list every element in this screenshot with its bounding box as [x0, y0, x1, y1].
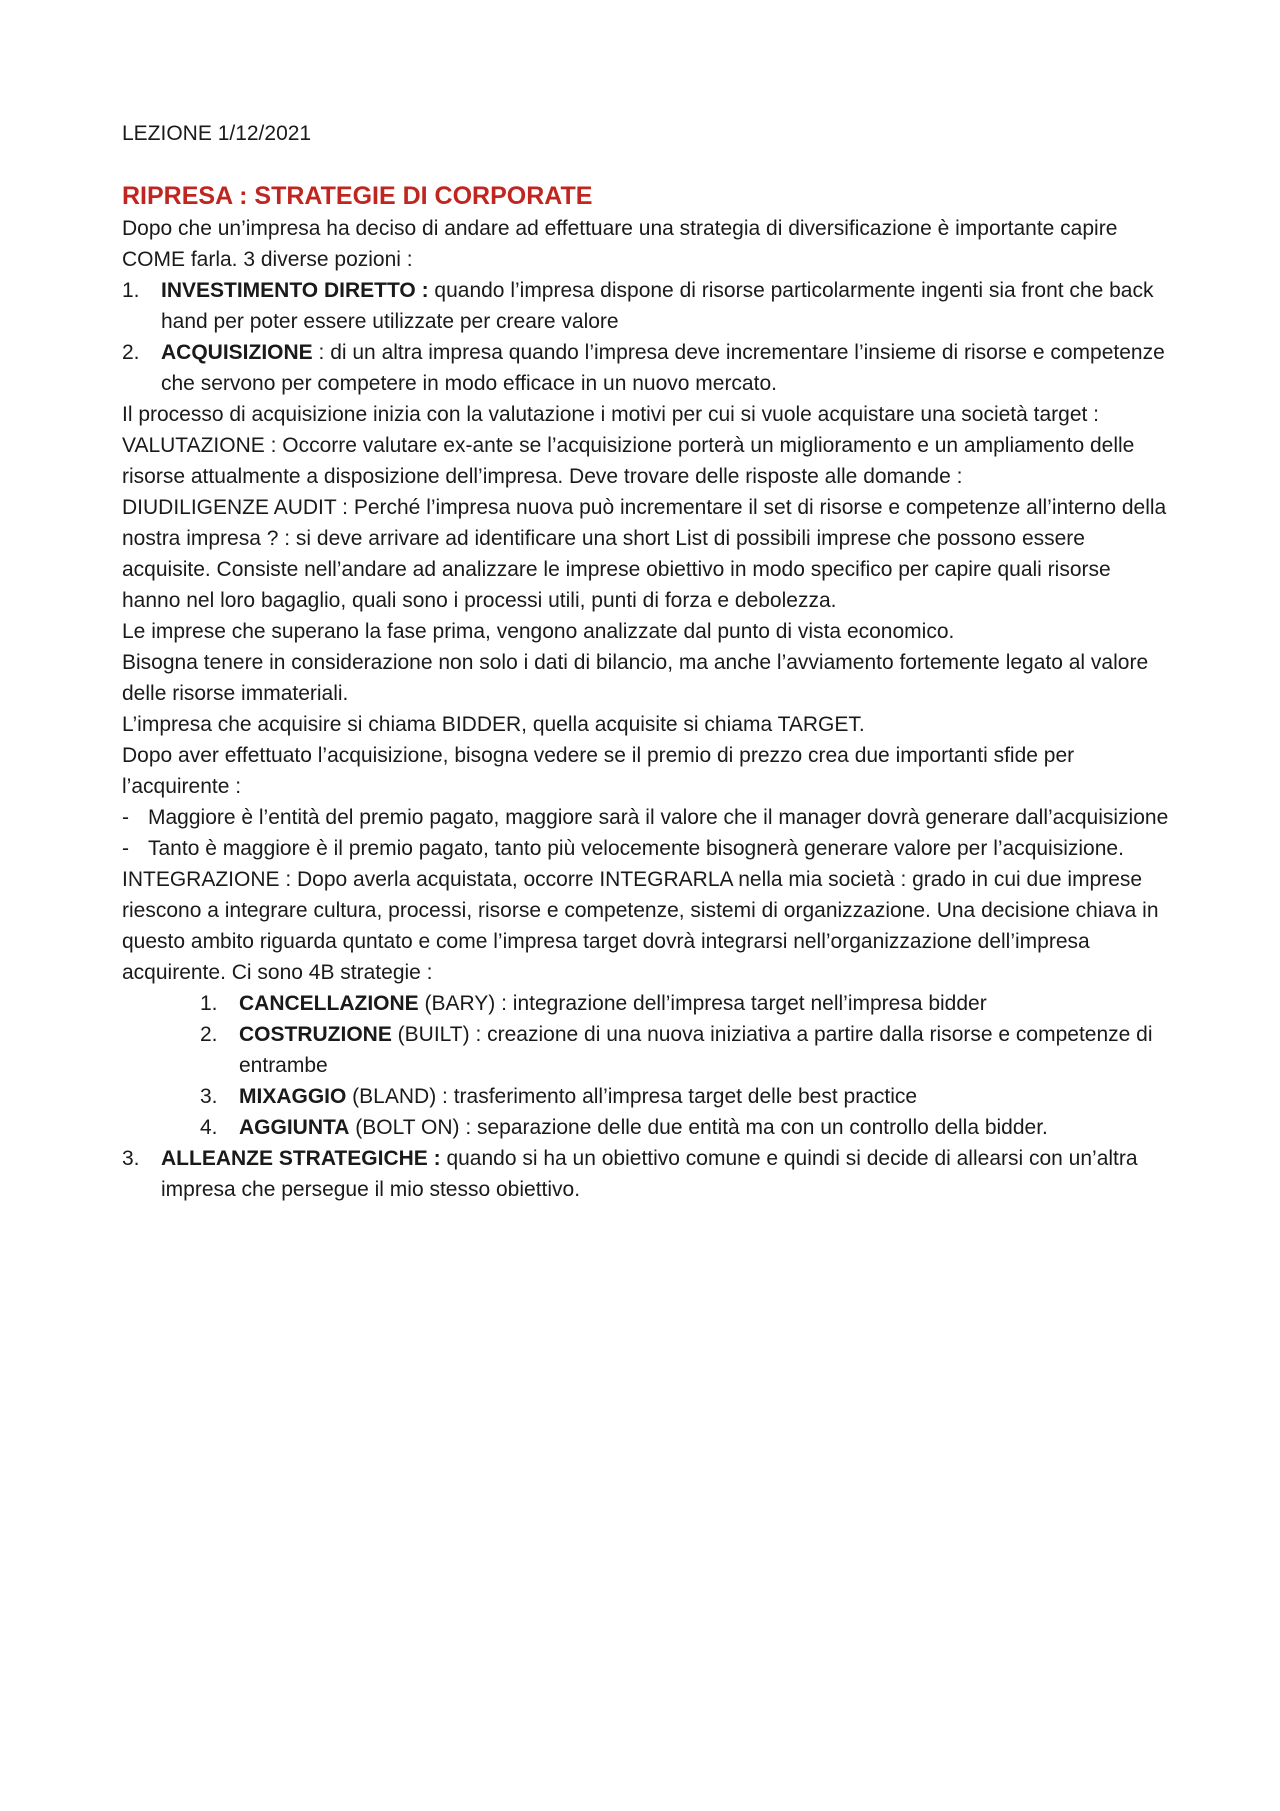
sub-list-item [200, 988, 1172, 1019]
lesson-date: LEZIONE 1/12/2021 [122, 122, 312, 145]
sub-list-text: (BLAND) : trasferimento all’impresa target delle best practice [346, 1085, 918, 1108]
sub-list-text: (BOLT ON) : separazione delle due entità ma con un controllo della bidder. [349, 1116, 1048, 1139]
list-item-alleanze [122, 1143, 1172, 1205]
sub-list-term: AGGIUNTA [239, 1116, 350, 1139]
paragraph-premio: Dopo aver effettuato l’acquisizione, bisogna vedere se il premio di prezzo crea due importanti sfide per l’acquirente : [122, 744, 1075, 798]
dash-list-item [122, 802, 1172, 833]
sub-list-number: 3. [200, 1085, 218, 1108]
list-text: quando si ha un obiettivo comune e quindi si decide di allearsi con un’altra impresa che persegue il mio stesso obiettivo. [161, 1147, 1138, 1201]
sub-list-item [200, 1081, 1172, 1112]
sub-list-number: 4. [200, 1116, 218, 1139]
paragraph-diudiligenze: DIUDILIGENZE AUDIT : Perché l’impresa nuova può incrementare il set di risorse e competenze all’interno della nostra impresa ? : si deve arrivare ad identificare una short List di possibili imprese che possono essere acquisite. Consiste nell’andare ad analizzare le imprese obiettivo in modo specifico per capire quali risorse hanno nel loro bagaglio, quali sono i processi utili, punti di forza e debolezza. [122, 496, 1167, 612]
paragraph-fase-prima: Le imprese che superano la fase prima, vengono analizzate dal punto di vista economico. [122, 620, 955, 643]
paragraph-integrazione: INTEGRAZIONE : Dopo averla acquistata, occorre INTEGRARLA nella mia società : grado in cui due imprese riescono a integrare cultura, processi, risorse e competenze, sistemi di organizzazione. Una decisione chiava in questo ambito riguarda quntato e come l’impresa target dovrà integrarsi nell’organizzazione dell’impresa acquirente. Ci sono 4B strategie : [122, 868, 1159, 984]
list-text: : di un altra impresa quando l’impresa deve incrementare l’insieme di risorse e competenze che servono per competere in modo efficace in un nuovo mercato. [161, 341, 1165, 395]
list-text: quando l’impresa dispone di risorse particolarmente ingenti sia front che back hand per poter essere utilizzate per creare valore [161, 279, 1154, 333]
dash-text: Tanto è maggiore è il premio pagato, tanto più velocemente bisognerà generare valore per l’acquisizione. [148, 837, 1124, 860]
sub-list-term: CANCELLAZIONE [239, 992, 419, 1015]
sub-list-item [200, 1019, 1172, 1081]
dash-marker: - [122, 806, 129, 829]
list-number: 1. [122, 279, 140, 302]
paragraph-bidder-target: L’impresa che acquisire si chiama BIDDER, quella acquisite si chiama TARGET. [122, 713, 865, 736]
sub-list-text: (BUILT) : creazione di una nuova iniziativa a partire dalla risorse e competenze di entrambe [239, 1023, 1153, 1077]
list-term: ACQUISIZIONE [161, 341, 313, 364]
sub-list-number: 2. [200, 1023, 218, 1046]
list-term: ALLEANZE STRATEGICHE : [161, 1147, 441, 1170]
section-heading: RIPRESA : STRATEGIE DI CORPORATE [122, 182, 593, 210]
list-item-acquisizione [122, 337, 1172, 399]
dash-list-item [122, 833, 1172, 864]
sub-list-term: MIXAGGIO [239, 1085, 347, 1108]
sub-list-item [200, 1112, 1172, 1143]
sub-list-text: (BARY) : integrazione dell’impresa target nell’impresa bidder [418, 992, 987, 1015]
list-number: 3. [122, 1147, 140, 1170]
paragraph-processo: Il processo di acquisizione inizia con la valutazione i motivi per cui si vuole acquistare una società target : [122, 403, 1100, 426]
sub-list-number: 1. [200, 992, 218, 1015]
dash-text: Maggiore è l’entità del premio pagato, maggiore sarà il valore che il manager dovrà generare dall’acquisizione [148, 806, 1169, 829]
list-term: INVESTIMENTO DIRETTO : [161, 279, 429, 302]
paragraph-valutazione: VALUTAZIONE : Occorre valutare ex-ante se l’acquisizione porterà un miglioramento e un ampliamento delle risorse attualmente a disposizione dell’impresa. Deve trovare delle risposte alle domande : [122, 434, 1135, 488]
list-number: 2. [122, 341, 140, 364]
sub-list-term: COSTRUZIONE [239, 1023, 392, 1046]
integration-strategies-list [200, 988, 1172, 1143]
list-item-investimento [122, 275, 1172, 337]
paragraph-bilancio: Bisogna tenere in considerazione non solo i dati di bilancio, ma anche l’avviamento fortemente legato al valore delle risorse immateriali. [122, 651, 1149, 705]
document-page [122, 118, 1172, 1205]
dash-marker: - [122, 837, 129, 860]
intro-paragraph: Dopo che un’impresa ha deciso di andare ad effettuare una strategia di diversificazione è importante capire COME farla. 3 diverse pozioni : [122, 217, 1118, 271]
